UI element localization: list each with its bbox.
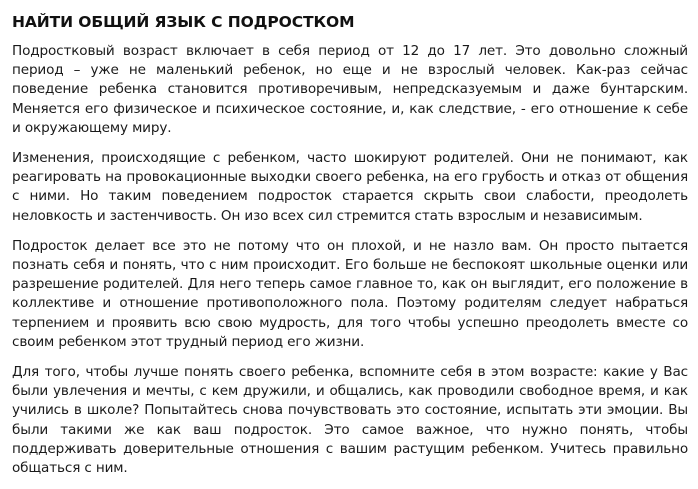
article-paragraph-4: Для того, чтобы лучше понять своего ребенка, вспомните себя в этом возрасте: какие у Вас были увлечения и мечты, с кем дружили, и общались, как проводили свободное время, и как учились в школе? Попытайтесь снова почувствовать это состояние, испытать эти эмоции. Вы были такими же как ваш подросток. Это самое важное, что нужно понять, чтобы поддерживать доверительные отношения с вашим растущим ребенком. Учитесь правильно общаться с ним. <box>12 364 688 477</box>
article <box>12 12 688 489</box>
article-paragraph-2: Изменения, происходящие с ребенком, часто шокируют родителей. Они не понимают, как реагировать на провокационные выходки своего ребенка, на его грубость и отказ от общения с ними. Но таким поведением подросток старается скрыть свои слабости, преодолеть неловкость и застенчивость. Он изо всех сил стремится стать взрослым и независимым. <box>12 150 688 224</box>
article-title: НАЙТИ ОБЩИЙ ЯЗЫК С ПОДРОСТКОМ <box>12 13 355 31</box>
article-paragraph-3: Подросток делает все это не потому что он плохой, и не назло вам. Он просто пытается познать себя и понять, что с ним происходит. Его больше не беспокоят школьные оценки или разрешение родителей. Для него теперь самое главное то, как он выглядит, его положение в коллективе и отношение противоположного пола. Поэтому родителям следует набраться терпением и проявить всю свою мудрость, для того чтобы успешно преодолеть вместе со своим ребенком этот трудный период его жизни. <box>12 237 688 350</box>
article-paragraph-1: Подростковый возраст включает в себя период от 12 до 17 лет. Это довольно сложный период – уже не маленький ребенок, но еще и не взрослый человек. Как-раз сейчас поведение ребенка становится противоречивым, непредсказуемым и даже бунтарским. Меняется его физическое и психическое состояние, и, как следствие, - его отношение к себе и окружающему миру. <box>12 43 688 136</box>
